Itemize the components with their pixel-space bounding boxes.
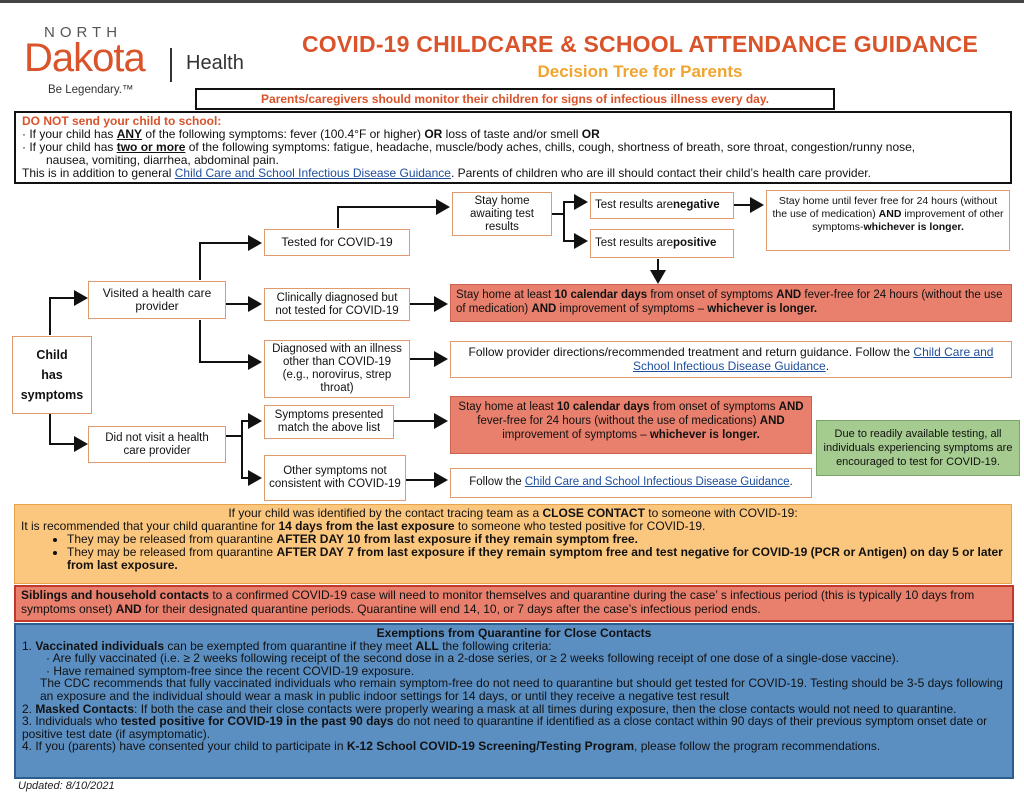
release-options-list <box>21 533 1005 572</box>
exemptions-heading: Exemptions from Quarantine for Close Contacts <box>376 626 652 640</box>
text: Vaccinated individuals <box>35 638 165 653</box>
logo-health-text: Health <box>186 52 244 74</box>
text: for their designated quarantine periods. Quarantine will end 14, 10, or 7 days after the case’s infectious period ends. <box>141 601 761 616</box>
text: 4. If you (parents) have consented your child to participate in <box>22 739 347 754</box>
text: to someone with COVID-19: <box>644 506 798 520</box>
logo-dakota-text: Dakota <box>24 36 145 80</box>
text: to someone who tested positive for COVID-19. <box>454 519 706 533</box>
text: This is in addition to general <box>22 166 175 180</box>
negative-results-box <box>590 192 734 219</box>
text: has <box>41 368 63 382</box>
text: positive <box>672 237 717 249</box>
text: two or more <box>116 140 186 154</box>
fever-free-box <box>766 190 1010 251</box>
text: 1. <box>22 638 36 653</box>
text: They may be released from quarantine <box>67 545 277 559</box>
tested-box: Tested for COVID-19 <box>264 229 410 256</box>
text: do not need to quarantine if identified as a close contact within 90 days of their previous symptom onset date or positive test date (if asymptomatic). <box>22 714 988 741</box>
testing-encouraged-box: Due to readily available testing, all individuals experiencing symptoms are encouraged to test for COVID-19. <box>816 420 1020 476</box>
text: Stay home until fever free for 24 hours (without the use of medication) <box>772 195 998 220</box>
text: . <box>825 359 830 373</box>
text: loss of taste and/or smell <box>442 127 582 141</box>
text: Masked Contacts <box>35 701 135 716</box>
text: whichever is longer. <box>707 303 818 315</box>
text: AND <box>776 289 802 301</box>
exemption-item-3 <box>22 715 1006 740</box>
text: Stay home at least <box>458 401 557 413</box>
text: fever-free for 24 hours (without the use of medications) <box>477 415 760 427</box>
infectious-disease-guidance-link[interactable]: Child Care and School Infectious Disease Guidance <box>174 166 451 180</box>
text: ANY <box>116 127 143 141</box>
text: negative <box>672 199 720 211</box>
text: Child <box>36 348 68 362</box>
text: symptoms <box>20 388 84 402</box>
text: AFTER DAY 7 from last exposure if they remain symptom free and test negative for COVID-19 (PCR or Antigen) on day 5 or later from last exposure. <box>67 545 1003 572</box>
guidance-link-provider[interactable]: Child Care and School Infectious Disease Guidance <box>632 345 994 373</box>
do-not-send-heading: DO NOT send your child to school: <box>22 114 222 128</box>
text: AND <box>759 415 785 427</box>
awaiting-results-box: Stay home awaiting test results <box>452 192 552 236</box>
exemption-item-1-sub-2: · Have remained symptom-free since the recent COVID-19 exposure. <box>46 663 415 678</box>
text: If your child was identified by the contact tracing team as a <box>228 506 543 520</box>
text: 14 days from the last exposure <box>278 519 455 533</box>
text: AND <box>531 303 557 315</box>
text: It is recommended that your child quarantine for <box>21 519 279 533</box>
did-not-visit-box: Did not visit a health care provider <box>88 426 226 463</box>
text: tested positive for COVID-19 in the past 90 days <box>120 714 394 729</box>
text: AND <box>878 208 902 220</box>
text: · If your child has <box>22 140 117 154</box>
text: of the following symptoms: fatigue, headache, muscle/body aches, chills, cough, shortness of breath, sore throat, congestion/runny nose, <box>185 140 916 154</box>
logo-north-text: NORTH <box>44 24 123 41</box>
text: . <box>789 476 793 488</box>
text: Test results are <box>595 199 673 211</box>
text: improvement of symptoms – <box>502 429 650 441</box>
diagnosed-other-box: Diagnosed with an illness other than COVID-19 (e.g., norovirus, strep throat) <box>264 340 410 398</box>
stay-home-10-days-box-1 <box>450 284 1012 322</box>
text: Follow the <box>469 476 525 488</box>
text: Siblings and household contacts <box>21 588 210 602</box>
text: , please follow the program recommendations. <box>634 739 881 754</box>
text: 10 calendar days <box>554 289 648 301</box>
visited-provider-box: Visited a health care provider <box>88 281 226 319</box>
text: . Parents of children who are ill should contact their child’s health care provider. <box>450 166 871 180</box>
text: of the following symptoms: fever (100.4°F or higher) <box>142 127 425 141</box>
text: from onset of symptoms <box>649 401 779 413</box>
text: whichever is longer. <box>863 221 964 233</box>
logo-tagline: Be Legendary.™ <box>48 84 134 96</box>
text: Follow provider directions/recommended treatment and return guidance. Follow the <box>468 345 914 359</box>
clinically-diagnosed-box: Clinically diagnosed but not tested for COVID-19 <box>264 288 410 321</box>
text: whichever is longer. <box>649 429 760 441</box>
text: · If your child has <box>22 127 117 141</box>
exemption-item-1-cdc: The CDC recommends that fully vaccinated individuals who remain symptom-free do not need to quarantine but should get tested for COVID-19. Testing should be 3-5 days following an exposure and the individual should wear a mask in public indoor settings for 14 days, or until they receive a negative test result <box>40 676 1003 703</box>
text: fever-free for 24 hours (without the use of medication) <box>456 289 1003 315</box>
text: AND <box>115 601 142 616</box>
text: CLOSE CONTACT <box>542 506 645 520</box>
text: Test results are <box>595 237 673 249</box>
do-not-send-line-2b: nausea, vomiting, diarrhea, abdominal pain. <box>46 153 279 167</box>
text: 10 calendar days <box>556 401 650 413</box>
exemption-item-1-sub-1: · Are fully vaccinated (i.e. ≥ 2 weeks following receipt of the second dose in a 2-dose series, or ≥ 2 weeks following receipt of one dose of a single-dose vaccine). <box>46 651 899 666</box>
text: can be exempted from quarantine if they meet <box>164 638 416 653</box>
follow-provider-box <box>450 341 1012 378</box>
other-symptoms-box: Other symptoms not consistent with COVID-19 <box>264 455 406 501</box>
text: They may be released from quarantine <box>67 532 277 546</box>
exemption-item-4 <box>22 740 1006 753</box>
text: 2. <box>22 701 36 716</box>
text: improvement of symptoms – <box>556 303 708 315</box>
text: Stay home at least <box>456 289 555 301</box>
close-contact-section <box>14 504 1012 584</box>
text: to a confirmed COVID-19 case will need to monitor themselves and quarantine during the case’ s infectious period (this is typically 10 days from symptoms onset) <box>21 588 975 616</box>
updated-date: Updated: 8/10/2021 <box>18 780 115 792</box>
text: K-12 School COVID-19 Screening/Testing Program <box>346 739 635 754</box>
follow-guidance-box <box>450 468 812 498</box>
symptoms-match-box: Symptoms presented match the above list <box>264 405 394 439</box>
text: OR <box>424 127 443 141</box>
text: 3. Individuals who <box>22 714 121 729</box>
positive-results-box <box>590 229 734 258</box>
text: improvement of other symptoms- <box>812 208 1004 233</box>
text: : If both the case and their close contacts were properly wearing a mask at all times during exposure, then the close contacts would not need to quarantine. <box>134 701 957 716</box>
text: ALL <box>415 638 439 653</box>
text: OR <box>581 127 600 141</box>
text: AND <box>778 401 804 413</box>
stay-home-10-days-box-2 <box>450 396 812 454</box>
guidance-link-follow[interactable]: Child Care and School Infectious Disease Guidance <box>524 476 790 488</box>
text: from onset of symptoms <box>647 289 777 301</box>
page-subtitle: Decision Tree for Parents <box>537 62 743 81</box>
siblings-section <box>14 585 1014 622</box>
child-has-symptoms-box <box>12 336 92 414</box>
monitor-banner: Parents/caregivers should monitor their children for signs of infectious illness every day. <box>195 88 835 110</box>
text: the following criteria: <box>438 638 552 653</box>
text: AFTER DAY 10 from last exposure if they remain symptom free. <box>276 532 638 546</box>
page-title: COVID-19 CHILDCARE & SCHOOL ATTENDANCE GUIDANCE <box>301 31 978 57</box>
exemptions-section <box>14 623 1014 779</box>
release-option-day-7 <box>67 546 1005 572</box>
